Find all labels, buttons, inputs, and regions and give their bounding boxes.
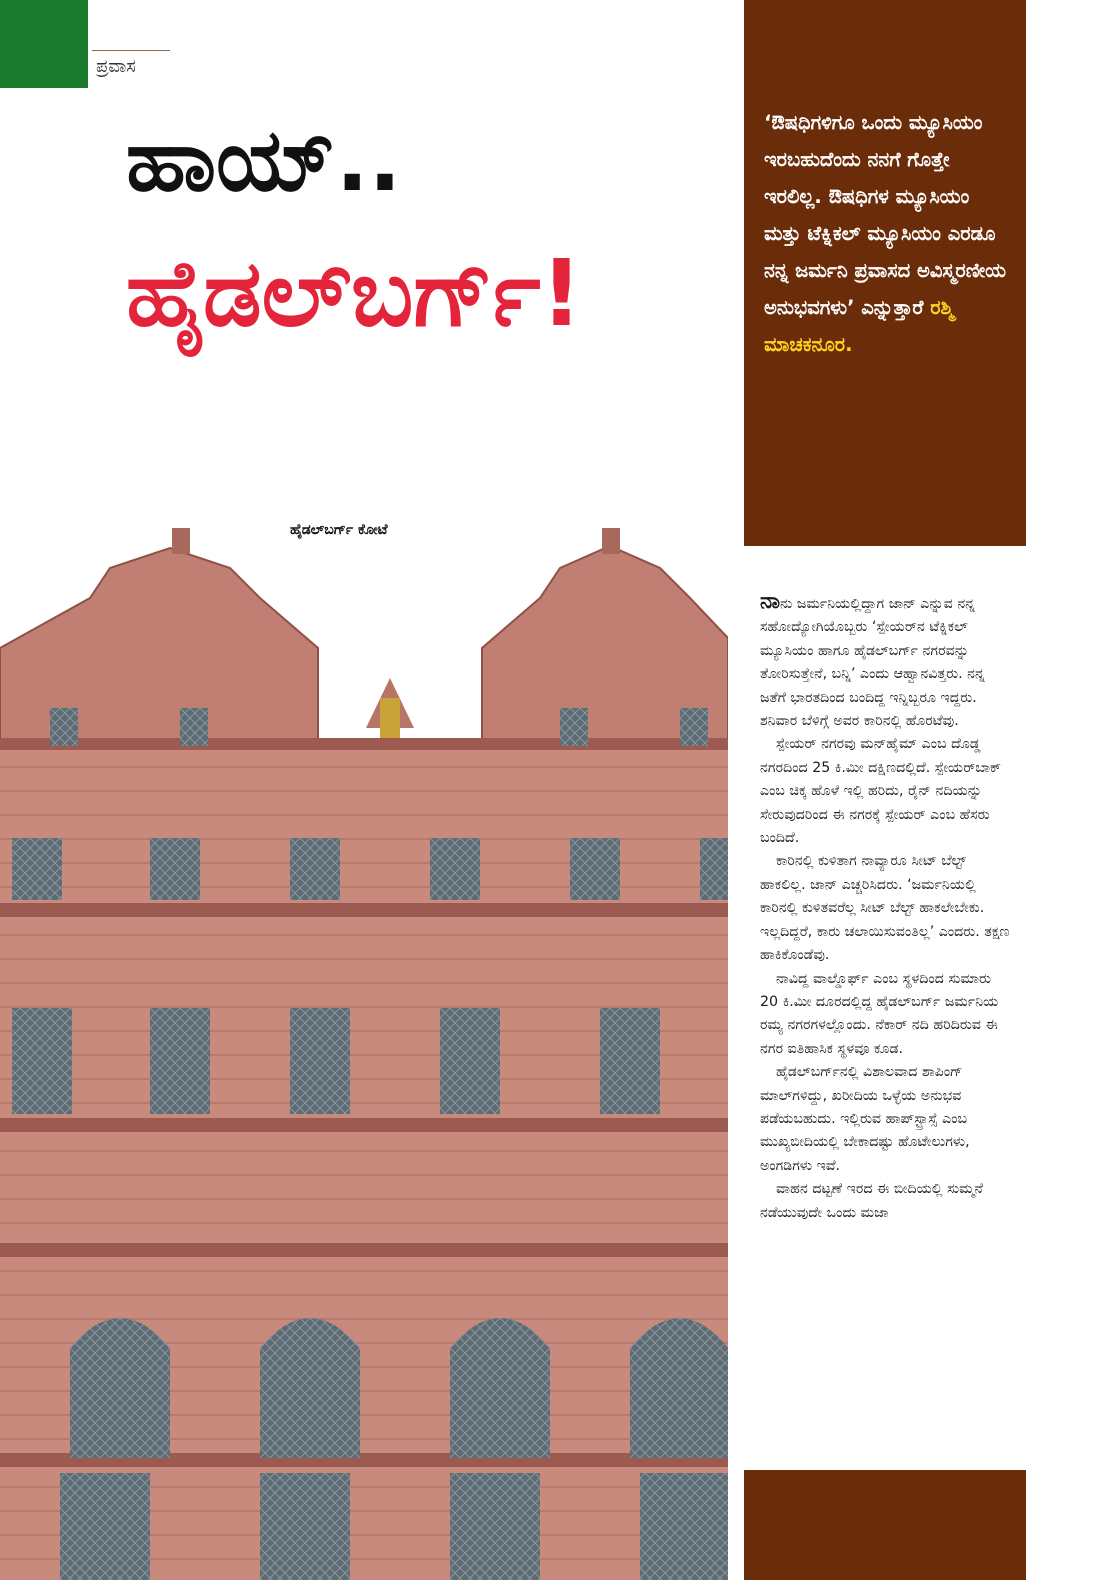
- section-color-block: [0, 0, 88, 88]
- section-label: ಪ್ರವಾಸ: [96, 56, 136, 77]
- pull-quote: [764, 104, 1012, 363]
- drop-cap: ನಾ: [760, 589, 780, 614]
- title-line-2: ಹೈಡಲ್‌ಬರ್ಗ್!: [126, 240, 583, 347]
- title-line-1: ಹಾಯ್..: [126, 111, 402, 211]
- section-rule: [92, 50, 170, 51]
- article-body: [760, 590, 1010, 1225]
- article-paragraph: [760, 590, 1010, 733]
- article-paragraph: ಹೈಡಲ್‌ಬರ್ಗ್‌ನಲ್ಲಿ ವಿಶಾಲವಾದ ಶಾಪಿಂಗ್ ಮಾಲ್‌ಗಳಿದ್ದು, ಖರೀದಿಯ ಒಳ್ಳೆಯ ಅನುಭವ ಪಡೆಯಬಹುದು. ಇಲ್ಲಿರುವ ಹಾಪ್‌ಸ್ಟ್ರಾಸ್ಸೆ ಎಂಬ ಮುಖ್ಯಬೀದಿಯಲ್ಲಿ ಬೇಕಾದಷ್ಟು ಹೊಟೇಲುಗಳು, ಅಂಗಡಿಗಳು ಇವೆ.: [760, 1064, 970, 1174]
- article-paragraph: ನಾವಿದ್ದ ವಾಲ್ಡೊರ್ಫ್ ಎಂಬ ಸ್ಥಳದಿಂದ ಸುಮಾರು 20 ಕಿ.ಮೀ ದೂರದಲ್ಲಿದ್ದ ಹೈಡಲ್‌ಬರ್ಗ್ ಜರ್ಮನಿಯ ರಮ್ಯ ನಗರಗಳಲ್ಲೊಂದು. ನೆಕಾರ್ ನದಿ ಹರಿದಿರುವ ಈ ನಗರ ಐತಿಹಾಸಿಕ ಸ್ಥಳವೂ ಕೂಡ.: [760, 970, 999, 1057]
- pull-quote-author: ರಶ್ಮಿ ಮಾಚಕನೂರ.: [764, 296, 954, 356]
- paragraph-text: ನು ಜರ್ಮನಿಯಲ್ಲಿದ್ದಾಗ ಜಾನ್ ಎನ್ನುವ ನನ್ನ ಸಹೋದ್ಯೋಗಿಯೊಬ್ಬರು ‘ಸ್ಪೇಯರ್‌ನ ಟೆಕ್ನಿಕಲ್ ಮ್ಯೂಸಿಯಂ ಹಾಗೂ ಹೈಡಲ್‌ಬರ್ಗ್ ನಗರವನ್ನು ತೋರಿಸುತ್ತೇನೆ, ಬನ್ನಿ’ ಎಂದು ಆಹ್ವಾನವಿತ್ತರು. ನನ್ನ ಜತೆಗೆ ಭಾರತದಿಂದ ಬಂದಿದ್ದ ಇನ್ನಿಬ್ಬರೂ ಇದ್ದರು. ಶನಿವಾರ ಬೆಳಿಗ್ಗೆ ಅವರ ಕಾರಿನಲ್ಲಿ ಹೊರಟೆವು.: [760, 596, 985, 730]
- pull-quote-text: ‘ಔಷಧಿಗಳಿಗೂ ಒಂದು ಮ್ಯೂಸಿಯಂ ಇರಬಹುದೆಂದು ನನಗೆ ಗೊತ್ತೇ ಇರಲಿಲ್ಲ. ಔಷಧಿಗಳ ಮ್ಯೂಸಿಯಂ ಮತ್ತು ಟೆಕ್ನಿಕಲ್ ಮ್ಯೂಸಿಯಂ ಎರಡೂ ನನ್ನ ಜರ್ಮನಿ ಪ್ರವಾಸದ ಅವಿಸ್ಮರಣೀಯ ಅನುಭವಗಳು’ ಎನ್ನುತ್ತಾರೆ: [764, 111, 1007, 319]
- photo-caption: ಹೈಡಲ್‌ಬರ್ಗ್ ಕೋಟೆ: [286, 522, 392, 538]
- article-paragraph: ವಾಹನ ದಟ್ಟಣೆ ಇರದ ಈ ಬೀದಿಯಲ್ಲಿ ಸುಮ್ಮನೆ ನಡೆಯುವುದೇ ಒಂದು ಮಜಾ: [760, 1181, 984, 1221]
- article-paragraph: ಕಾರಿನಲ್ಲಿ ಕುಳಿತಾಗ ನಾವ್ಯಾರೂ ಸೀಟ್ ಬೆಲ್ಟ್ ಹಾಕಲಿಲ್ಲ. ಜಾನ್ ಎಚ್ಚರಿಸಿದರು. ‘ಜರ್ಮನಿಯಲ್ಲಿ ಕಾರಿನಲ್ಲಿ ಕುಳಿತವರೆಲ್ಲ ಸೀಟ್ ಬೆಲ್ಟ್ ಹಾಕಲೇಬೇಕು. ಇಲ್ಲದಿದ್ದರೆ, ಕಾರು ಚಲಾಯಿಸುವಂತಿಲ್ಲ’ ಎಂದರು. ತಕ್ಷಣ ಹಾಕಿಕೊಂಡೆವು.: [760, 853, 1010, 964]
- article-paragraph: ಸ್ಪೇಯರ್ ನಗರವು ಮನ್‌ಹೈಮ್ ಎಂಬ ದೊಡ್ಡ ನಗರದಿಂದ 25 ಕಿ.ಮೀ ದಕ್ಷಿಣದಲ್ಲಿದೆ. ಸ್ಪೇಯರ್‌ಬಾಕ್ ಎಂಬ ಚಿಕ್ಕ ಹೊಳೆ ಇಲ್ಲಿ ಹರಿದು, ರೈನ್ ನದಿಯನ್ನು ಸೇರುವುದರಿಂದ ಈ ನಗರಕ್ಕೆ ಸ್ಪೇಯರ್ ಎಂಬ ಹೆಸರು ಬಂದಿದೆ.: [760, 736, 1002, 847]
- castle-photo: [0, 528, 728, 1580]
- bottom-color-box: [744, 1470, 1026, 1580]
